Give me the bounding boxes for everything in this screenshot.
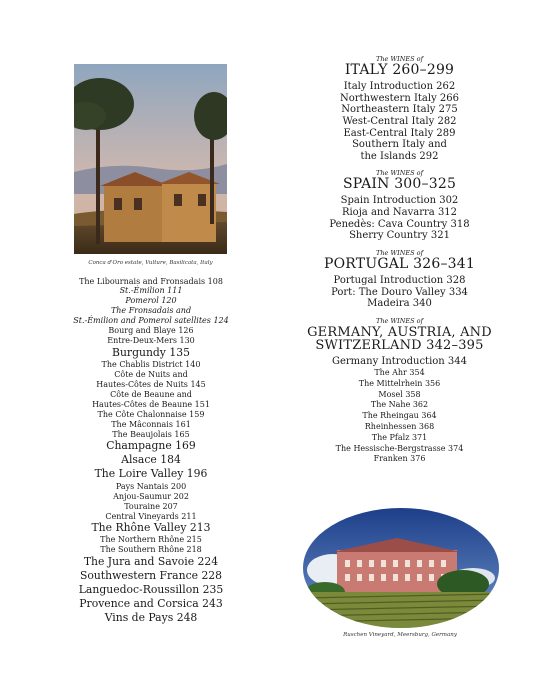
vineyard-photo-caption: Ruschen Vineyard, Meersburg, Germany (343, 632, 457, 638)
toc-entry: The Chablis District 140 (101, 360, 201, 370)
toc-entry: Languedoc-Roussillon 235 (78, 583, 224, 597)
toc-entry: The Ahr 354 (374, 367, 425, 377)
toc-entry: Madeira 340 (367, 298, 432, 310)
toc-entry: Rheinhessen 368 (364, 421, 435, 431)
toc-entry: Champagne 169 (106, 439, 196, 453)
toc-entry: Southern Italy and (352, 139, 447, 151)
toc-entry: Sherry Country 321 (349, 230, 450, 242)
toc-section (302, 170, 497, 242)
section-heading: ITALY 260–299 (344, 62, 455, 79)
section-heading: SPAIN 300–325 (342, 176, 457, 193)
toc-section (302, 56, 497, 162)
toc-entry: Alsace 184 (121, 453, 181, 467)
toc-entry: The Fronsadais and (110, 306, 192, 316)
toc-entry: St.-Émilion 111 (119, 286, 183, 296)
toc-entry: Germany Introduction 344 (332, 356, 467, 368)
toc-entry: The Beaujolais 165 (112, 429, 190, 439)
toc-entry: Port: The Douro Valley 334 (331, 286, 468, 298)
estate-photo-caption: Conca d'Oro estate, Vulture, Basilicata, Italy (88, 260, 213, 266)
toc-entry: Bourg and Blaye 126 (108, 326, 194, 336)
toc-entry: Hautes-Côtes de Beaune 151 (92, 399, 210, 409)
toc-entry: West-Central Italy 282 (342, 115, 457, 127)
toc-section (302, 318, 497, 465)
toc-section (302, 250, 497, 310)
toc-entry: Spain Introduction 302 (340, 195, 459, 207)
toc-entry: The Jura and Savoie 224 (83, 555, 219, 569)
toc-entry: The Pfalz 371 (371, 432, 428, 442)
toc-entry: Franken 376 (373, 454, 426, 464)
contents-left-column (64, 276, 238, 625)
toc-entry: The Rheingau 364 (362, 411, 437, 421)
toc-entry: The Northern Rhône 215 (100, 535, 202, 545)
section-heading: GERMANY, AUSTRIA, AND SWITZERLAND 342–395 (307, 324, 492, 354)
estate-photo (74, 64, 227, 254)
toc-entry: Central Vineyards 211 (105, 511, 197, 521)
toc-entry: Côte de Beaune and (110, 389, 192, 399)
vineyard-photo-image (303, 508, 499, 628)
toc-entry: The Libournais and Fronsadais 108 (79, 276, 223, 286)
toc-entry: Côte de Nuits and (114, 370, 188, 380)
toc-entry: St.-Émilion and Pomerol satellites 124 (73, 316, 229, 326)
estate-photo-image (74, 64, 227, 254)
section-eyebrow: The WINES of (376, 55, 423, 63)
contents-right-column (302, 56, 497, 473)
toc-entry: Southwestern France 228 (79, 569, 223, 583)
toc-entry: The Mâconnais 161 (111, 419, 191, 429)
toc-entry: Vins de Pays 248 (104, 611, 198, 625)
section-eyebrow: The WINES of (376, 169, 423, 178)
toc-entry: The Hessische-Bergstrasse 374 (335, 443, 464, 453)
toc-entry: Pays Nantais 200 (115, 481, 187, 491)
toc-entry: The Southern Rhône 218 (100, 545, 202, 555)
toc-entry: Anjou-Saumur 202 (113, 491, 189, 501)
toc-entry: The Côte Chalonnaise 159 (97, 409, 205, 419)
section-heading: PORTUGAL 326–341 (323, 255, 475, 272)
toc-entry: Provence and Corsica 243 (79, 597, 223, 611)
toc-entry: East-Central Italy 289 (343, 127, 456, 139)
toc-entry: Hautes-Côtes de Nuits 145 (96, 379, 206, 389)
toc-entry: The Rhône Valley 213 (91, 521, 211, 535)
toc-entry: Italy Introduction 262 (343, 81, 456, 93)
toc-entry: Portugal Introduction 328 (333, 274, 466, 286)
toc-entry: Rioja and Navarra 312 (341, 207, 458, 219)
toc-entry: Northeastern Italy 275 (341, 104, 458, 116)
toc-entry: The Nahe 362 (370, 400, 429, 410)
toc-entry: Burgundy 135 (112, 345, 190, 359)
toc-entry: Entre-Deux-Mers 130 (107, 336, 195, 346)
toc-entry: Touraine 207 (124, 501, 178, 511)
toc-entry: The Loire Valley 196 (94, 467, 208, 481)
toc-entry: Pomerol 120 (125, 296, 177, 306)
toc-entry: The Mittelrhein 356 (358, 378, 441, 388)
toc-entry: Mosel 358 (378, 389, 421, 399)
toc-entry: the Islands 292 (360, 150, 439, 162)
toc-entry: Northwestern Italy 266 (340, 92, 459, 104)
section-eyebrow: The WINES of (376, 248, 423, 257)
toc-entry: Penedès: Cava Country 318 (329, 218, 470, 230)
section-eyebrow: The WINES of (376, 316, 423, 325)
vineyard-photo (303, 508, 499, 628)
